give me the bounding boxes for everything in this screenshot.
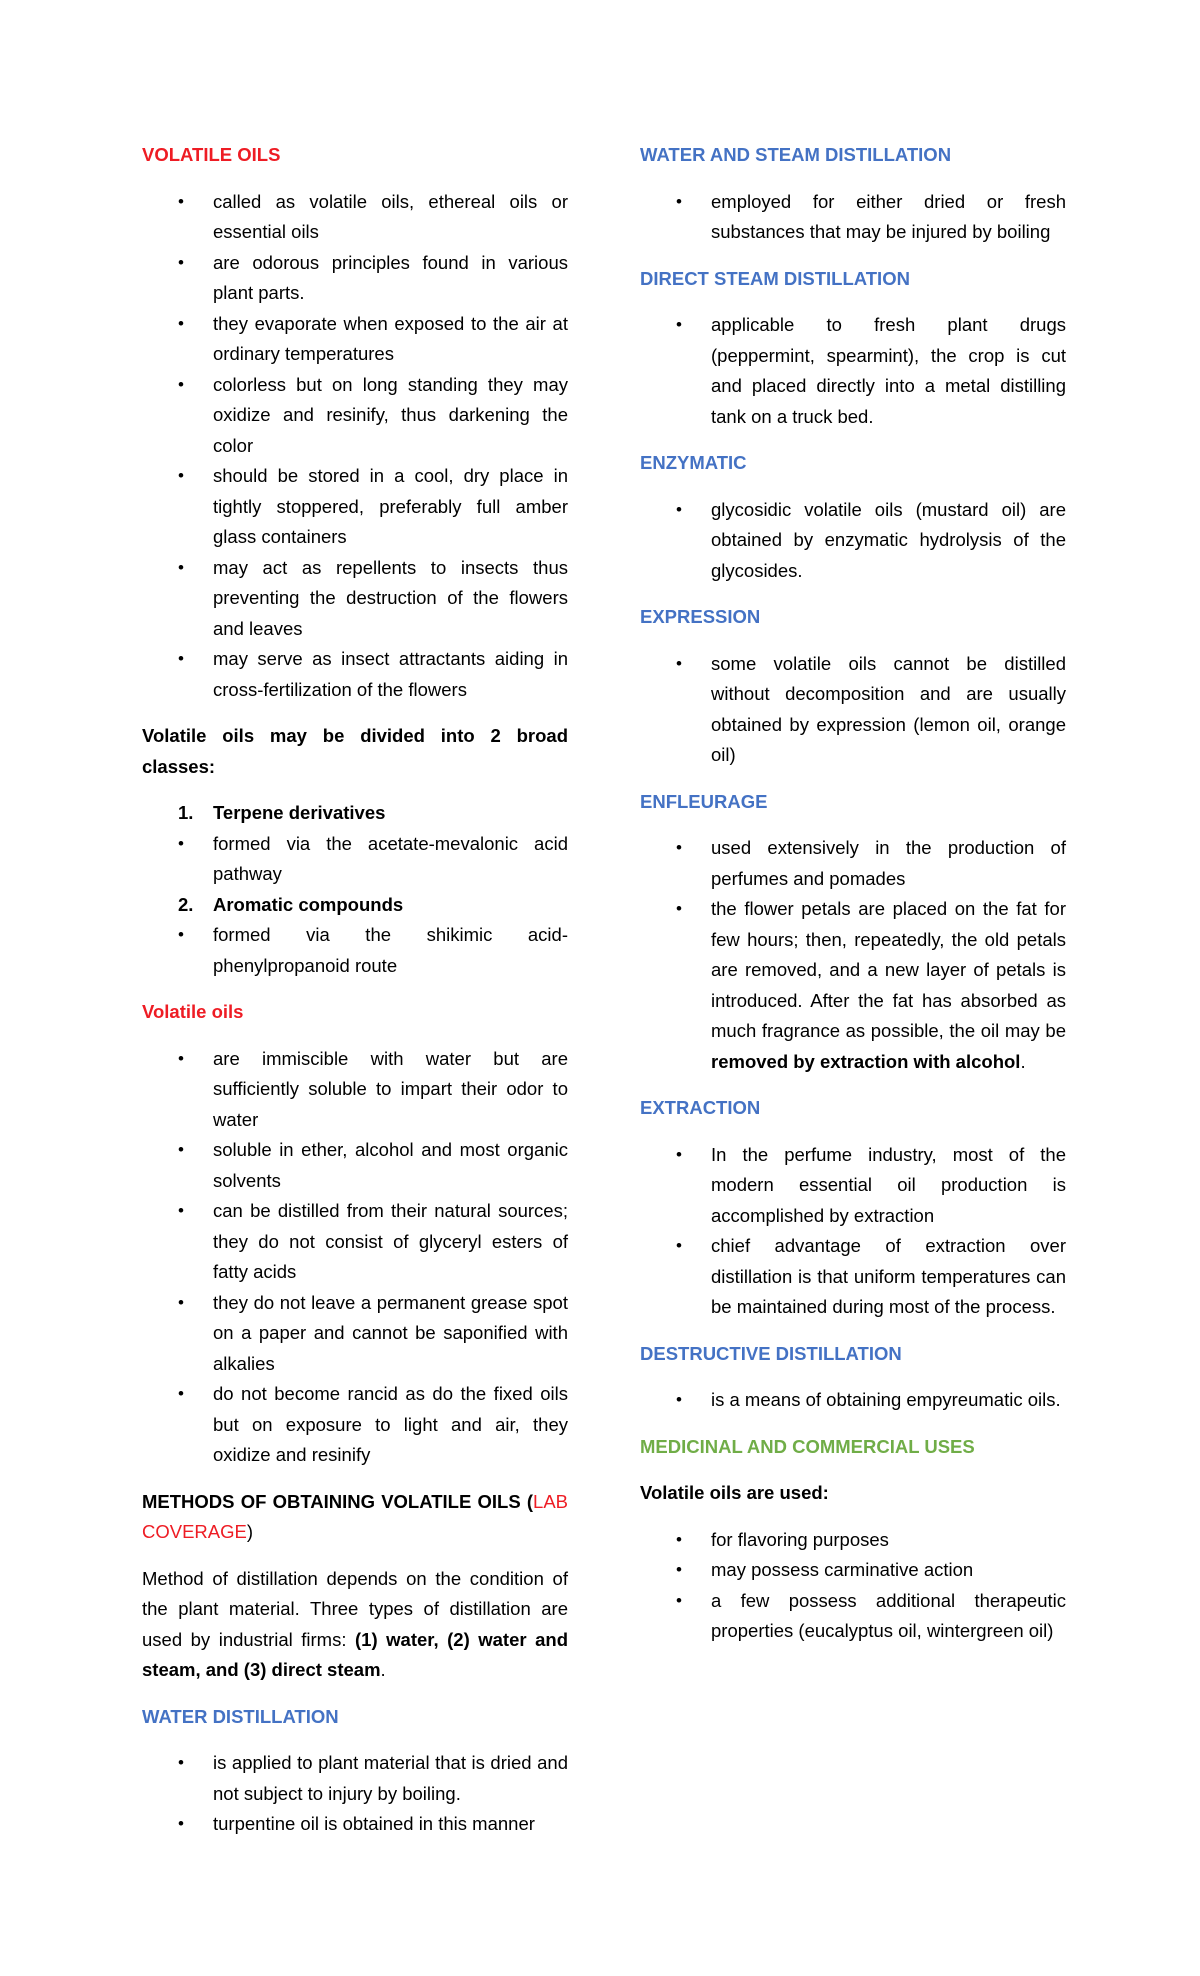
list-item: • colorless but on long standing they may oxidize and resinify, thus darkening the color (142, 370, 568, 462)
direct-steam-heading: DIRECT STEAM DISTILLATION (640, 267, 910, 289)
list-item: • employed for either dried or fresh substances that may be injured by boiling (640, 187, 1066, 248)
list-item: • may possess carminative action (640, 1555, 1066, 1586)
list-item: • some volatile oils cannot be distilled without decomposition and are usually obtained by expression (lemon oil, orange oil) (640, 649, 1066, 771)
bullet-icon: • (178, 649, 184, 668)
volatile-oils-heading: VOLATILE OILS (142, 144, 281, 165)
list-item: • they do not leave a permanent grease spot on a paper and cannot be saponified with alkalies (142, 1288, 568, 1380)
list-item: • may act as repellents to insects thus preventing the destruction of the flowers and leaves (142, 553, 568, 645)
volatile-oils-properties-list (142, 1044, 568, 1471)
uses-label: Volatile oils are used: (640, 1482, 829, 1503)
enzymatic-heading: ENZYMATIC (640, 452, 747, 473)
left-column (142, 140, 568, 1856)
water-steam-list (640, 187, 1066, 248)
bullet-icon: • (178, 1048, 184, 1068)
water-distillation-heading: WATER DISTILLATION (142, 1705, 339, 1727)
expression-heading: EXPRESSION (640, 606, 761, 627)
uses-heading: MEDICINAL AND COMMERCIAL USES (640, 1435, 975, 1457)
method-paragraph: Method of distillation depends on the condition of the plant material. Three types of distillation are used by industrial firms: (1) water, (2) water and steam, and (3) direct steam. (142, 1567, 568, 1680)
enfleurage-list (640, 833, 1066, 1077)
bullet-icon: • (178, 925, 184, 944)
expression-list (640, 649, 1066, 771)
class2-item: 2. Aromatic compounds (178, 893, 404, 915)
list-item: • is applied to plant material that is dried and not subject to injury by boiling. (142, 1748, 568, 1809)
bullet-icon: • (676, 1560, 682, 1579)
bullet-icon: • (178, 466, 184, 485)
class2-list (142, 920, 568, 981)
bullet-icon: • (178, 1140, 184, 1159)
water-distillation-list (142, 1748, 568, 1840)
bullet-icon: • (178, 1201, 184, 1220)
list-item: • they evaporate when exposed to the air at ordinary temperatures (142, 309, 568, 370)
bullet-icon: • (178, 313, 184, 333)
volatile-oils-properties-heading: Volatile oils (142, 1001, 244, 1022)
list-item: • is a means of obtaining empyreumatic oils. (640, 1385, 1066, 1416)
list-item: • chief advantage of extraction over distillation is that uniform temperatures can be maintained during most of the process. (640, 1231, 1066, 1323)
extraction-list (640, 1140, 1066, 1323)
destructive-distillation-heading: DESTRUCTIVE DISTILLATION (640, 1342, 902, 1364)
list-item: • formed via the shikimic acid-phenylpropanoid route (142, 920, 568, 981)
enfleurage-heading: ENFLEURAGE (640, 790, 768, 812)
bullet-icon: • (178, 833, 184, 853)
list-item: • do not become rancid as do the fixed oils but on exposure to light and air, they oxidize and resinify (142, 1379, 568, 1471)
bullet-icon: • (676, 838, 682, 857)
list-item: • are immiscible with water but are sufficiently soluble to impart their odor to water (142, 1044, 568, 1136)
bullet-icon: • (178, 1384, 184, 1403)
extraction-heading: EXTRACTION (640, 1097, 761, 1118)
bullet-icon: • (178, 1753, 184, 1772)
bullet-icon: • (676, 1144, 682, 1164)
list-item: • applicable to fresh plant drugs (peppermint, spearmint), the crop is cut and placed directly into a metal distilling tank on a truck bed. (640, 310, 1066, 432)
class1-list (142, 829, 568, 890)
bullet-icon: • (178, 374, 184, 394)
classes-intro: Volatile oils may be divided into 2 broad classes: (142, 725, 568, 777)
direct-steam-list (640, 310, 1066, 432)
bullet-icon: • (676, 1236, 682, 1255)
bullet-icon: • (178, 191, 184, 211)
bullet-icon: • (676, 899, 682, 918)
enzymatic-list (640, 495, 1066, 587)
bullet-icon: • (676, 315, 682, 334)
bullet-icon: • (676, 653, 682, 673)
bullet-icon: • (676, 1390, 682, 1409)
bullet-icon: • (178, 252, 184, 272)
volatile-oils-list (142, 187, 568, 706)
bullet-icon: • (178, 1814, 184, 1833)
methods-heading: METHODS OF OBTAINING VOLATILE OILS (LAB COVERAGE) (142, 1490, 568, 1542)
list-item: • a few possess additional therapeutic properties (eucalyptus oil, wintergreen oil) (640, 1586, 1066, 1647)
bullet-icon: • (676, 191, 682, 211)
right-column (640, 140, 1066, 1663)
water-steam-heading: WATER AND STEAM DISTILLATION (640, 144, 952, 165)
bullet-icon: • (178, 557, 184, 577)
list-item: • turpentine oil is obtained in this manner (142, 1809, 568, 1840)
class1-item: 1. Terpene derivatives (178, 802, 386, 823)
list-item: • should be stored in a cool, dry place in tightly stoppered, preferably full amber glass containers (142, 461, 568, 553)
list-item: • the flower petals are placed on the fat for few hours; then, repeatedly, the old petals are removed, and a new layer of petals is introduced. After the fat has absorbed as much fragrance as possible, the oil may be removed by extraction with alcohol. (640, 894, 1066, 1077)
list-item: • for flavoring purposes (640, 1525, 1066, 1556)
uses-list (640, 1525, 1066, 1647)
list-item: • formed via the acetate-mevalonic acid pathway (142, 829, 568, 890)
class1-label: Terpene derivatives (213, 802, 386, 823)
list-item: • glycosidic volatile oils (mustard oil) are obtained by enzymatic hydrolysis of the glycosides. (640, 495, 1066, 587)
bullet-icon: • (178, 1292, 184, 1312)
bullet-icon: • (676, 1529, 682, 1549)
lab-coverage-label: LAB COVERAGE (142, 1490, 568, 1542)
list-item: • called as volatile oils, ethereal oils or essential oils (142, 187, 568, 248)
list-item: • may serve as insect attractants aiding in cross-fertilization of the flowers (142, 644, 568, 705)
class2-label: Aromatic compounds (213, 893, 404, 915)
list-item: • soluble in ether, alcohol and most organic solvents (142, 1135, 568, 1196)
bullet-icon: • (676, 499, 682, 519)
list-item: • used extensively in the production of perfumes and pomades (640, 833, 1066, 894)
destructive-distillation-list (640, 1385, 1066, 1416)
bullet-icon: • (676, 1590, 682, 1610)
list-item: • In the perfume industry, most of the modern essential oil production is accomplished by extraction (640, 1140, 1066, 1232)
list-item: • are odorous principles found in various plant parts. (142, 248, 568, 309)
list-item: • can be distilled from their natural sources; they do not consist of glyceryl esters of fatty acids (142, 1196, 568, 1288)
